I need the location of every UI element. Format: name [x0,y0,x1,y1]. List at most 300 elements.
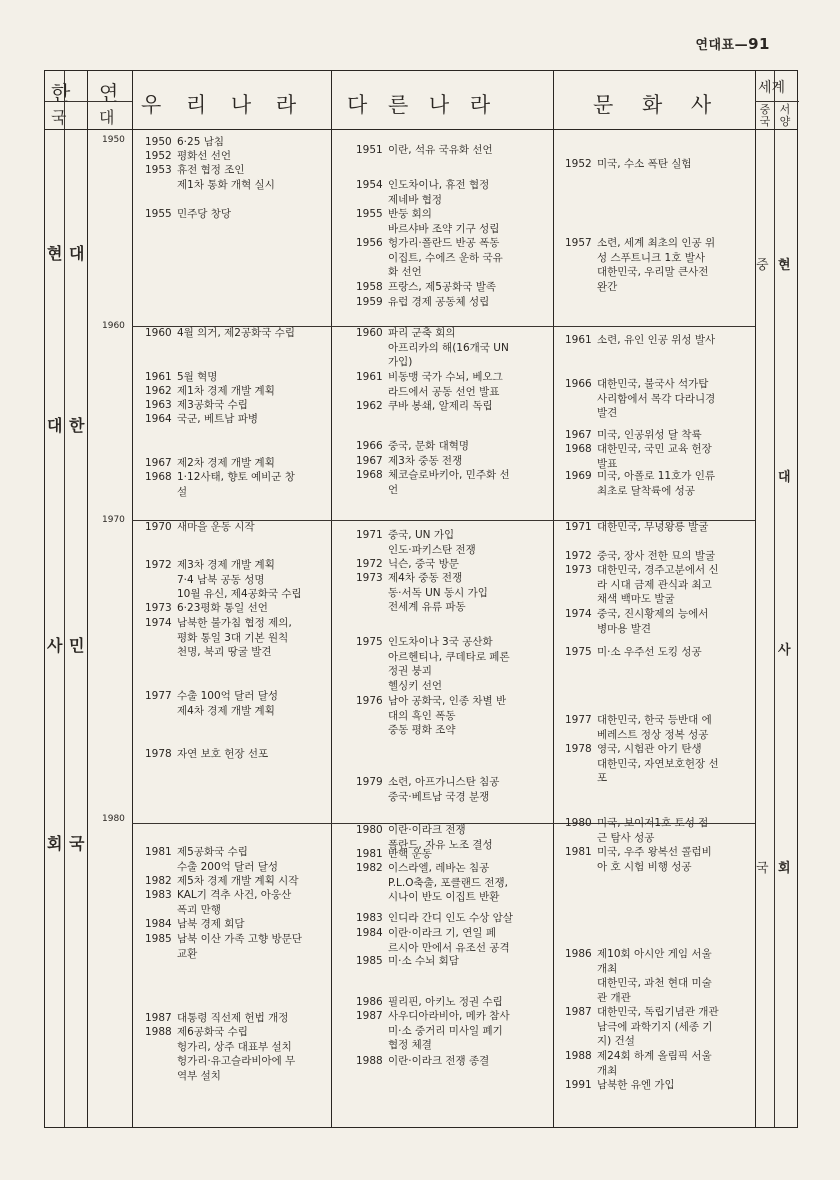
other-entry-year: 1951 [356,144,383,156]
other-entry [356,775,499,804]
divider-col2 [132,71,133,1127]
other-entry-text: 아프리카의 해(16개국 UN [388,341,509,354]
other-entry-line [356,454,462,469]
culture-entry-line [565,991,712,1006]
korea-entry-year: 1962 [145,385,172,397]
culture-entry-year: 1977 [565,714,592,726]
other-entry-year: 1962 [356,400,383,412]
korea-entry-text: 제3공화국 수립 [177,399,248,411]
culture-entry-text: 소련, 세계 최초의 인공 위 [597,237,716,249]
other-entry-year: 1960 [356,327,383,339]
korea-entry [145,326,295,341]
culture-entry-text: 개최 [597,1064,618,1077]
other-entry [356,694,506,738]
other-entry-year: 1967 [356,455,383,467]
korea-entry-text: 제3차 경제 개발 계획 [177,559,275,571]
other-entry [356,847,432,862]
korea-entry [145,384,275,399]
other-entry-line [356,178,489,193]
divider-era [64,71,65,1127]
culture-entry-line [565,1020,719,1035]
culture-entry-text: 근 탐사 성공 [597,831,655,844]
other-entry-line [356,1038,510,1053]
other-entry-line [356,679,510,694]
korea-entry-line [145,1025,295,1040]
korea-entry-line [145,616,292,631]
culture-entry-text: 영국, 시험관 아기 탄생 [597,743,702,755]
other-entry [356,399,493,414]
other-entry-year: 1961 [356,371,383,383]
korea-entry-text: 제5차 경제 개발 계획 시작 [177,875,299,887]
korea-entry-line [145,412,258,427]
other-entry-text: 라드에서 공동 선언 발표 [388,385,500,398]
culture-entry-year: 1957 [565,237,592,249]
culture-entry-year: 1972 [565,550,592,562]
other-entry-text: 시나이 반도 이집트 반환 [388,891,500,904]
other-entry-line [356,326,509,341]
other-entry-line [356,709,506,724]
other-entry-line [356,823,493,838]
culture-entry [565,947,712,1005]
culture-entry-year: 1981 [565,846,592,858]
culture-entry-text: 최초로 달착륙에 성공 [597,484,695,497]
culture-entry-text: 포 [597,772,608,785]
korea-entry [145,888,291,917]
korea-entry-text: 헝가리·유고슬라비아에 무 [177,1055,296,1068]
korea-entry-text: 제5공화국 수립 [177,846,248,858]
korea-entry-text: 남북한 불가침 협정 제의, [177,617,292,629]
korea-entry-line [145,370,217,385]
korea-entry-text: 천명, 북괴 땅굴 발견 [177,646,272,659]
culture-entry-text: 발견 [597,407,618,420]
other-entry-text: 중동 평화 조약 [388,724,456,737]
korea-entry-text: 역부 설치 [177,1069,221,1082]
header-china-2: 국 [759,115,771,128]
other-entry [356,280,496,295]
other-entry-text: 협정 체결 [388,1039,432,1052]
other-entry-line [356,664,510,679]
era-left-4: 회 [47,834,63,853]
other-entry-text: 이란, 석유 국유화 선언 [388,144,493,156]
culture-entry-line [565,578,719,593]
other-entry-line [356,911,513,926]
culture-entry-line [565,1049,712,1064]
other-entry [356,236,503,280]
other-entry-line [356,439,469,454]
culture-entry-text: 소련, 유인 인공 위성 발사 [597,334,716,346]
korea-entry-year: 1963 [145,399,172,411]
culture-entry-line [565,976,712,991]
header-west-1: 서 [779,103,791,116]
header-korea: 우 리 나 라 [141,93,297,117]
culture-entry-line [565,757,719,772]
korea-entry-year: 1981 [145,846,172,858]
other-entry-line [356,543,476,558]
korea-entry-line [145,903,291,918]
culture-entry-text: 아 호 시험 비행 성공 [597,860,692,873]
other-entry-text: 비동맹 국가 수뇌, 베오그 [388,371,503,383]
culture-entry [565,236,715,294]
other-entry-line [356,586,488,601]
culture-entry-line [565,592,719,607]
culture-entry-text: 완간 [597,280,618,293]
korea-entry-text: 6·25 남침 [177,136,225,148]
korea-entry-text: 국군, 베트남 파병 [177,413,259,425]
other-entry [356,439,469,454]
culture-entry-line [565,816,708,831]
timeline-table [44,70,798,1128]
world-west-1: 현 [778,258,791,273]
korea-entry-year: 1960 [145,327,172,339]
korea-entry [145,456,275,471]
header-col1-top: 한 [51,81,71,105]
korea-entry-line [145,704,278,719]
korea-entry-line [145,1011,288,1026]
culture-entry-line [565,442,712,457]
culture-entry-text: 남북한 유엔 가입 [597,1079,675,1091]
korea-entry-line [145,485,295,500]
culture-entry-year: 1986 [565,948,592,960]
page-label-text: 연대표 [695,38,735,53]
korea-entry-year: 1950 [145,136,172,148]
other-entry [356,1009,510,1053]
korea-entry-line [145,1069,295,1084]
other-entry [356,571,488,615]
other-entry-text: 반핵 운동 [388,848,432,860]
other-entry-text: 소련, 아프가니스탄 침공 [388,776,500,788]
culture-entry-text: 개최 [597,962,618,975]
culture-entry [565,816,708,845]
other-entry-line [356,861,508,876]
other-entry-year: 1971 [356,529,383,541]
other-entry [356,911,513,926]
culture-entry-line [565,157,692,172]
culture-entry-text: 성 스푸트니크 1호 발사 [597,251,705,264]
korea-entry-line [145,470,295,485]
other-entry-year: 1987 [356,1010,383,1022]
culture-entry [565,645,702,660]
other-entry-line [356,341,509,356]
korea-entry-text: 제1차 경제 개발 계획 [177,385,275,397]
other-entry-year: 1981 [356,848,383,860]
korea-entry-year: 1982 [145,875,172,887]
culture-entry-text: 대한민국, 과천 현대 미술 [597,977,712,990]
header-col1-bottom: 국 [51,108,67,127]
korea-entry-text: 10월 유신, 제4공화국 수립 [177,588,302,601]
other-entry [356,207,499,236]
other-entry-line [356,143,493,158]
other-entry-year: 1968 [356,469,383,481]
culture-entry-year: 1975 [565,646,592,658]
divider-col1 [87,71,88,1127]
other-entry-line [356,295,489,310]
korea-entry [145,558,302,602]
korea-entry-line [145,149,231,164]
korea-entry-year: 1967 [145,457,172,469]
korea-entry-line [145,1054,295,1069]
korea-entry-year: 1984 [145,918,172,930]
culture-entry-line [565,713,712,728]
culture-entry [565,1005,719,1049]
other-entry-line [356,1054,489,1069]
korea-entry [145,1025,295,1083]
culture-entry-text: 미·소 우주선 도킹 성공 [597,646,702,658]
korea-entry-text: 헝가리, 상주 대표부 설치 [177,1040,292,1053]
culture-entry-line [565,484,715,499]
header-world: 세계 [758,80,786,96]
culture-entry-year: 1967 [565,429,592,441]
culture-entry-text: 대한민국, 국민 교육 헌장 [597,443,712,455]
era-right-1: 대 [69,244,85,263]
korea-entry [145,845,278,874]
culture-entry-line [565,831,708,846]
world-china-2: 국 [756,861,769,876]
other-entry-text: 바르샤바 조약 기구 성립 [388,222,500,235]
other-entry-line [356,635,510,650]
other-entry-line [356,222,499,237]
other-entry [356,178,489,207]
korea-entry-year: 1964 [145,413,172,425]
culture-entry-text: 미국, 수소 폭탄 실험 [597,158,692,170]
korea-entry-year: 1968 [145,471,172,483]
korea-entry-text: 7·4 남북 공동 성명 [177,573,265,586]
other-entry-text: 쿠바 봉쇄, 알제리 독립 [388,400,493,412]
korea-entry-year: 1983 [145,889,172,901]
culture-entry-line [565,392,715,407]
other-entry [356,1054,489,1069]
other-entry-line [356,1009,510,1024]
korea-entry-text: 수출 100억 달러 달성 [177,690,279,702]
culture-entry [565,377,715,421]
culture-entry-line [565,265,715,280]
korea-entry-year: 1977 [145,690,172,702]
culture-entry [565,442,712,471]
divider-world [774,71,775,1127]
korea-entry-text: 제4차 경제 개발 계획 [177,704,275,717]
culture-entry-line [565,251,715,266]
other-entry-text: 이란·이라크 전쟁 [388,824,466,836]
korea-entry-text: 1·12사태, 향토 예비군 창 [177,471,295,483]
korea-entry-text: 교환 [177,947,198,960]
other-entry [356,370,503,399]
culture-entry-year: 1952 [565,158,592,170]
other-entry-line [356,355,509,370]
other-entry-text: 가입) [388,356,413,369]
culture-entry-line [565,771,719,786]
culture-entry [565,1049,712,1078]
culture-entry-text: 대한민국, 자연보호헌장 선 [597,757,719,770]
culture-entry-year: 1987 [565,1006,592,1018]
other-entry [356,995,503,1010]
culture-entry-line [565,845,712,860]
other-entry-text: 언 [388,483,399,496]
other-entry-text: 미·소 수뇌 회담 [388,955,459,967]
korea-entry-text: 제1차 통화 개혁 실시 [177,178,275,191]
other-entry-text: 헝가리·폴란드 반공 폭동 [388,237,500,249]
culture-entry-text: 제10회 아시안 게임 서울 [597,948,712,960]
korea-entry [145,917,245,932]
other-entry-year: 1979 [356,776,383,788]
korea-entry-line [145,631,292,646]
korea-entry [145,163,275,192]
culture-entry-line [565,607,708,622]
era-left-2: 대 [47,416,63,435]
culture-entry [565,845,712,874]
culture-entry-year: 1969 [565,470,592,482]
korea-entry-line [145,520,255,535]
culture-entry [565,428,702,443]
korea-entry [145,689,278,718]
other-entry-text: 중국·베트남 국경 분쟁 [388,790,490,803]
other-entry-line [356,468,510,483]
culture-entry-line [565,742,719,757]
culture-entry [565,607,708,636]
other-entry-year: 1976 [356,695,383,707]
other-entry-text: 사우디아라비아, 메카 참사 [388,1010,510,1022]
other-entry-year: 1980 [356,824,383,836]
korea-entry-text: 대통령 직선제 헌법 개정 [177,1012,289,1024]
divider-other [553,71,554,1127]
korea-entry-text: 수출 200억 달러 달성 [177,860,279,873]
korea-entry-line [145,645,292,660]
culture-entry-text: 라 시대 금제 관식과 최고 [597,578,712,591]
culture-entry-line [565,1034,719,1049]
other-entry-line [356,926,510,941]
other-entry-line [356,890,508,905]
culture-entry-text: 미국, 인공위성 달 착륙 [597,429,702,441]
other-entry-year: 1956 [356,237,383,249]
header-col2-top: 연 [99,81,119,105]
culture-entry-year: 1974 [565,608,592,620]
korea-entry-year: 1972 [145,559,172,571]
other-entry-text: 중국, UN 가입 [388,529,455,541]
other-entry-line [356,790,499,805]
other-entry [356,926,510,955]
korea-entry-text: 새마을 운동 시작 [177,521,255,533]
other-entry-line [356,650,510,665]
culture-entry-text: 대한민국, 경주고분에서 신 [597,564,719,576]
other-entry [356,326,509,370]
other-entry-year: 1983 [356,912,383,924]
culture-entry-text: 발표 [597,457,618,470]
korea-entry-year: 1974 [145,617,172,629]
other-entry-line [356,600,488,615]
other-entry-text: 남아 공화국, 인종 차별 반 [388,695,507,707]
decade-1960: 1960 [102,321,125,331]
culture-entry-line [565,428,702,443]
culture-entry-text: 중국, 진시황제의 능에서 [597,608,709,620]
korea-entry-text: 5월 혁명 [177,371,218,383]
korea-entry-line [145,163,275,178]
other-entry-line [356,1024,510,1039]
other-entry-text: 폴란드, 자유 노조 결성 [388,838,493,851]
other-entry-line [356,876,508,891]
korea-entry-text: 남북 이산 가족 고향 방문단 [177,933,302,945]
culture-entry-text: 지) 건설 [597,1035,635,1048]
culture-entry-line [565,333,715,348]
culture-entry-year: 1973 [565,564,592,576]
other-entry [356,557,459,572]
other-entry-line [356,571,488,586]
other-entry-text: 프랑스, 제5공화국 발족 [388,281,496,293]
other-entry [356,954,459,969]
culture-entry-year: 1988 [565,1050,592,1062]
other-entry-line [356,723,506,738]
korea-entry-line [145,689,278,704]
culture-entry-line [565,645,702,660]
header-west-2: 양 [779,115,791,128]
culture-entry-line [565,860,712,875]
korea-entry-year: 1952 [145,150,172,162]
world-china-1: 중 [756,258,769,273]
other-entry-year: 1966 [356,440,383,452]
culture-entry-line [565,1064,712,1079]
culture-entry-line [565,947,712,962]
korea-entry-line [145,917,245,932]
korea-entry-text: 남북 경제 회담 [177,918,245,930]
other-entry-text: 아르헨티나, 쿠데타로 페론 [388,650,510,663]
korea-entry [145,520,255,535]
culture-entry-text: 대한민국, 독립기념관 개관 [597,1006,719,1018]
culture-entry-year: 1991 [565,1079,592,1091]
other-entry-line [356,775,499,790]
decade-1970: 1970 [102,515,125,525]
other-entry-text: 제4차 중동 전쟁 [388,572,463,584]
culture-entry-line [565,1078,675,1093]
other-entry-text: 제3차 중동 전쟁 [388,455,463,467]
culture-entry-line [565,962,712,977]
culture-entry-text: 중국, 장사 전한 묘의 발굴 [597,550,716,562]
korea-entry-line [145,845,278,860]
korea-entry [145,207,231,222]
other-entry-line [356,385,503,400]
decade-1950: 1950 [102,135,125,145]
korea-entry [145,1011,288,1026]
korea-entry-year: 1953 [145,164,172,176]
other-entry-line [356,954,459,969]
culture-entry [565,469,715,498]
other-entry-text: 반둥 회의 [388,208,432,220]
culture-entry [565,563,719,607]
korea-entry-line [145,558,302,573]
culture-entry-line [565,622,708,637]
culture-entry-line [565,728,712,743]
header-col2-bottom: 대 [99,108,115,127]
other-entry-line [356,941,510,956]
other-entry-year: 1975 [356,636,383,648]
divider-korea [331,71,332,1127]
other-entry-year: 1972 [356,558,383,570]
culture-entry-text: 대한민국, 한국 등반대 에 [597,714,712,726]
other-entry-text: 인도·파키스탄 전쟁 [388,543,476,556]
korea-entry-year: 1970 [145,521,172,533]
korea-entry-year: 1985 [145,933,172,945]
korea-entry-line [145,587,302,602]
other-entry-text: 대의 흑인 폭동 [388,709,456,722]
korea-entry [145,470,295,499]
other-entry-year: 1986 [356,996,383,1008]
other-entry-text: 이란·이라크 전쟁 종결 [388,1055,490,1067]
korea-entry-line [145,456,275,471]
korea-entry-line [145,326,295,341]
page-label: 연대표—91 [695,35,770,53]
culture-entry [565,549,715,564]
era-left-3: 사 [47,636,63,655]
korea-entry-line [145,747,268,762]
culture-entry-text: 관 개관 [597,991,631,1004]
culture-entry-text: 제24회 하계 올림픽 서울 [597,1050,712,1062]
decade-1980: 1980 [102,814,125,824]
